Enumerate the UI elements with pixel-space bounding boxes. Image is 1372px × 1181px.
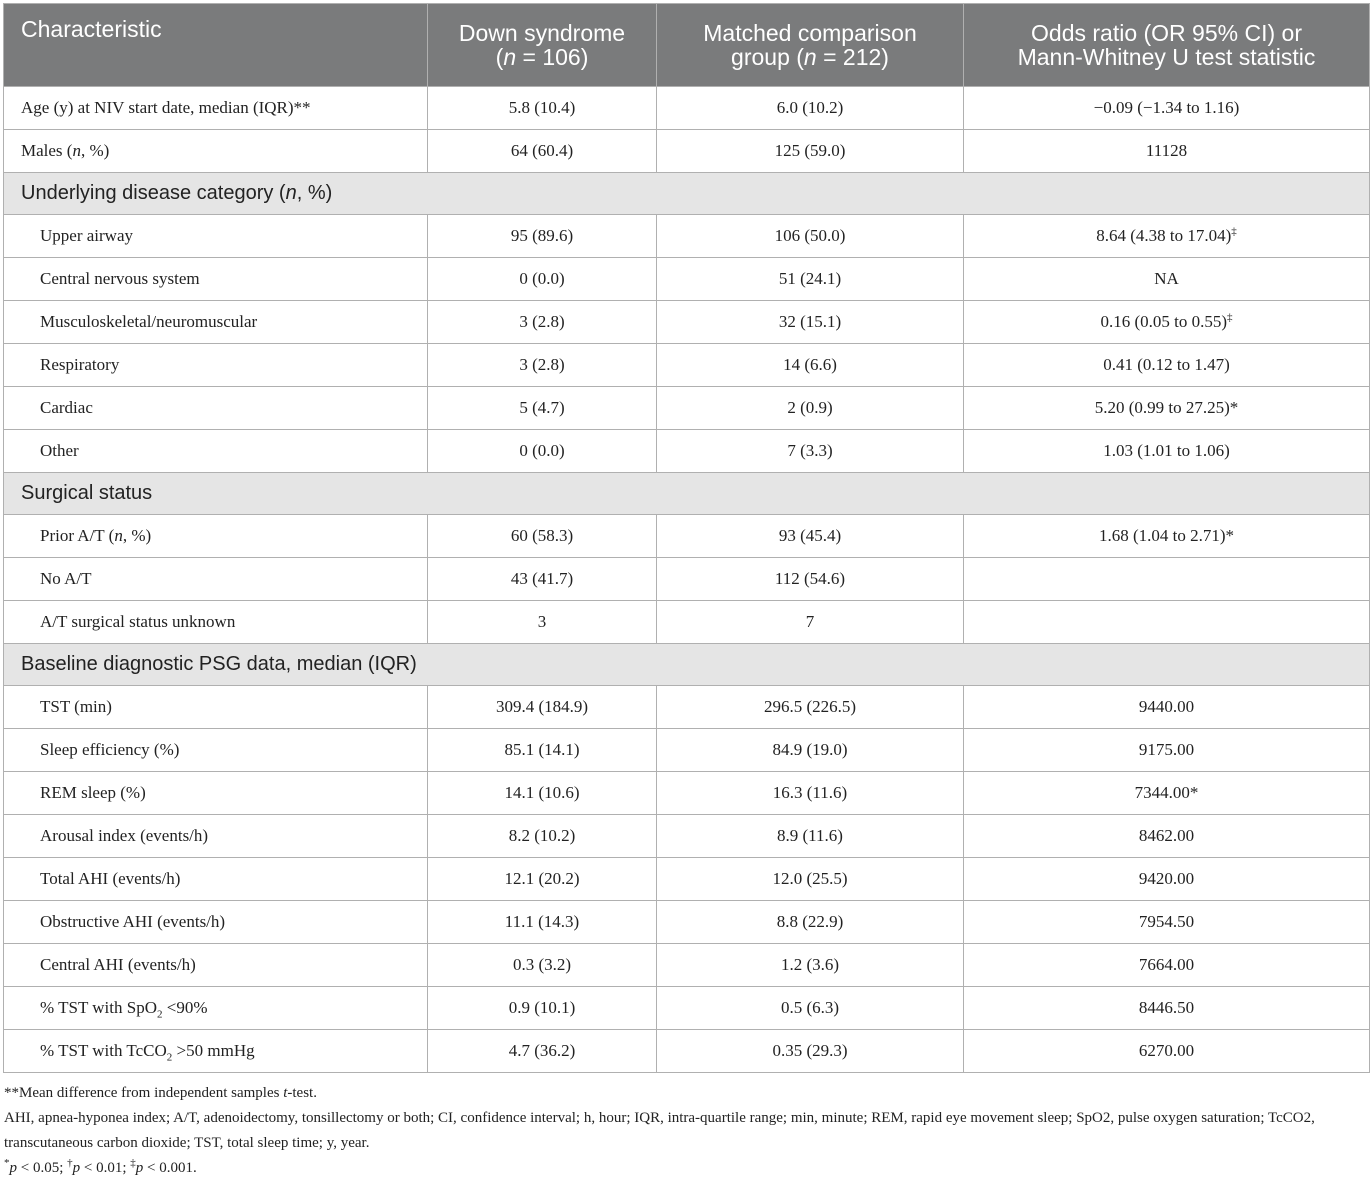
label-pre: Prior A/T (: [40, 526, 115, 545]
section-header-disease: [4, 173, 1370, 215]
cell-odds: 8462.00: [964, 815, 1370, 858]
cell-down-syndrome: 0 (0.0): [428, 430, 657, 473]
row-label: [4, 130, 428, 173]
odds-value: 0.41 (0.12 to 1.47): [1103, 355, 1230, 374]
table-row-disease: [4, 258, 1370, 301]
row-label: Musculoskeletal/neuromuscular: [4, 301, 428, 344]
cell-matched: 12.0 (25.5): [657, 858, 964, 901]
table-row-psg-tcco2: [4, 1030, 1370, 1073]
label-italic: n: [114, 526, 123, 545]
header-odds-line2: Mann-Whitney U test statistic: [1017, 44, 1316, 70]
header-down-syndrome: [428, 4, 657, 87]
row-label: Arousal index (events/h): [4, 815, 428, 858]
cell-down-syndrome: 309.4 (184.9): [428, 686, 657, 729]
table-row-psg: [4, 901, 1370, 944]
cell-odds: [964, 258, 1370, 301]
cell-odds: 9440.00: [964, 686, 1370, 729]
table-row-psg: [4, 815, 1370, 858]
row-label: REM sleep (%): [4, 772, 428, 815]
header-mc-n: n: [803, 44, 817, 70]
row-label: TST (min): [4, 686, 428, 729]
header-matched-line2: [657, 45, 963, 69]
footnote-abbreviations: AHI, apnea-hyponea index; A/T, adenoidectomy, tonsillectomy or both; CI, confidence interval; h, hour; IQR, intra-quartile range; min, minute; REM, rapid eye movement sleep; SpO2, pulse oxygen saturation; TcCO2, transcutaneous carbon dioxide; TST, total sleep time; y, year.: [4, 1110, 1315, 1151]
cell-odds: 7664.00: [964, 944, 1370, 987]
label-subscript: 2: [156, 1008, 163, 1021]
header-mc-pre: group (: [731, 44, 804, 70]
cell-down-syndrome: 0 (0.0): [428, 258, 657, 301]
odds-value: 1.03 (1.01 to 1.06): [1103, 441, 1230, 460]
label-pre: Males (: [21, 141, 73, 160]
cell-down-syndrome: 4.7 (36.2): [428, 1030, 657, 1073]
header-ds-n: n: [503, 44, 517, 70]
sig-p: p: [9, 1160, 17, 1176]
cell-odds: [964, 430, 1370, 473]
row-label: Obstructive AHI (events/h): [4, 901, 428, 944]
row-label: No A/T: [4, 558, 428, 601]
header-ds-post: = 106): [516, 44, 589, 70]
section-pre: Underlying disease category (: [21, 182, 286, 204]
cell-down-syndrome: 3 (2.8): [428, 301, 657, 344]
section-title: [4, 173, 1370, 215]
cell-matched: 112 (54.6): [657, 558, 964, 601]
row-label: Total AHI (events/h): [4, 858, 428, 901]
cell-matched: 8.9 (11.6): [657, 815, 964, 858]
cell-odds: 7954.50: [964, 901, 1370, 944]
cell-down-syndrome: 0.9 (10.1): [428, 987, 657, 1030]
header-down-syndrome-line2: [428, 45, 656, 69]
table-row-psg: [4, 944, 1370, 987]
sig-p: p: [135, 1160, 144, 1176]
section-post: , %): [296, 182, 333, 204]
label-post: , %): [122, 526, 152, 545]
cell-down-syndrome: 14.1 (10.6): [428, 772, 657, 815]
row-label: Other: [4, 430, 428, 473]
label-subscript: 2: [166, 1051, 173, 1064]
sig-value: < 0.01;: [80, 1160, 131, 1176]
footnote-mean-italic: t: [283, 1085, 288, 1101]
cell-matched: 7 (3.3): [657, 430, 964, 473]
cell-odds: 7344.00*: [964, 772, 1370, 815]
cell-matched: 106 (50.0): [657, 215, 964, 258]
cell-matched: 0.35 (29.3): [657, 1030, 964, 1073]
section-title: Baseline diagnostic PSG data, median (IQR): [4, 644, 1370, 686]
cell-matched: 296.5 (226.5): [657, 686, 964, 729]
label-pre: % TST with TcCO: [40, 1041, 167, 1060]
row-label: A/T surgical status unknown: [4, 601, 428, 644]
footnote-mean-pre: **Mean difference from independent samples: [4, 1085, 284, 1101]
cell-odds: 9420.00: [964, 858, 1370, 901]
table-row-males: [4, 130, 1370, 173]
odds-value: 5.20 (0.99 to 27.25)*: [1094, 398, 1239, 417]
sig-symbol: †: [67, 1157, 73, 1169]
cell-matched: 32 (15.1): [657, 301, 964, 344]
cell-down-syndrome: 3: [428, 601, 657, 644]
header-odds-line1: Odds ratio (OR 95% CI) or: [1031, 20, 1302, 46]
cell-down-syndrome: 0.3 (3.2): [428, 944, 657, 987]
table-row-surgical: [4, 558, 1370, 601]
cell-odds: 1.68 (1.04 to 2.71)*: [964, 515, 1370, 558]
cell-odds: [964, 601, 1370, 644]
cell-matched: 1.2 (3.6): [657, 944, 964, 987]
cell-matched: 8.8 (22.9): [657, 901, 964, 944]
cell-down-syndrome: 5 (4.7): [428, 387, 657, 430]
label-italic: n: [72, 141, 81, 160]
cell-down-syndrome: 60 (58.3): [428, 515, 657, 558]
cell-down-syndrome: 43 (41.7): [428, 558, 657, 601]
row-label: [4, 1030, 428, 1073]
table-row-disease: [4, 344, 1370, 387]
header-row: [4, 4, 1370, 87]
cell-down-syndrome: 5.8 (10.4): [428, 87, 657, 130]
table-row-surgical: [4, 601, 1370, 644]
cell-odds: [964, 344, 1370, 387]
cell-matched: 14 (6.6): [657, 344, 964, 387]
table-row-disease: [4, 301, 1370, 344]
row-label: Central AHI (events/h): [4, 944, 428, 987]
label-post: >50 mmHg: [172, 1041, 255, 1060]
row-label: Cardiac: [4, 387, 428, 430]
sig-p: p: [72, 1160, 81, 1176]
header-matched-line1: Matched comparison: [703, 20, 917, 46]
cell-down-syndrome: 85.1 (14.1): [428, 729, 657, 772]
section-title: Surgical status: [4, 473, 1370, 515]
odds-value: 8.64 (4.38 to 17.04): [1096, 226, 1232, 245]
odds-value: 0.16 (0.05 to 0.55): [1100, 312, 1228, 331]
cell-odds: 6270.00: [964, 1030, 1370, 1073]
table-row-disease: [4, 430, 1370, 473]
table-row-psg-spo2: [4, 987, 1370, 1030]
cell-odds: [964, 387, 1370, 430]
header-matched-comparison: [657, 4, 964, 87]
cell-odds: 11128: [964, 130, 1370, 173]
row-label: Age (y) at NIV start date, median (IQR)**: [4, 87, 428, 130]
cell-matched: 51 (24.1): [657, 258, 964, 301]
table-row-psg: [4, 729, 1370, 772]
footnote-mean-difference: [4, 1081, 1369, 1106]
odds-value: NA: [1154, 269, 1179, 288]
cell-matched: 0.5 (6.3): [657, 987, 964, 1030]
cell-matched: 84.9 (19.0): [657, 729, 964, 772]
footnote-mean-post: -test.: [287, 1085, 317, 1101]
cell-down-syndrome: 11.1 (14.3): [428, 901, 657, 944]
cell-matched: 125 (59.0): [657, 130, 964, 173]
cell-odds: 8446.50: [964, 987, 1370, 1030]
row-label: Respiratory: [4, 344, 428, 387]
cell-odds: 9175.00: [964, 729, 1370, 772]
table-row-psg: [4, 772, 1370, 815]
row-label: Central nervous system: [4, 258, 428, 301]
row-label: Upper airway: [4, 215, 428, 258]
header-characteristic-text: Characteristic: [21, 16, 162, 42]
sig-symbol: *: [4, 1157, 10, 1169]
table-container: [3, 3, 1369, 1181]
table-footnotes: [3, 1081, 1369, 1181]
section-italic: n: [285, 182, 297, 204]
cell-down-syndrome: 3 (2.8): [428, 344, 657, 387]
cell-down-syndrome: 95 (89.6): [428, 215, 657, 258]
header-mc-post: = 212): [816, 44, 889, 70]
header-ds-pre: (: [495, 44, 504, 70]
significance-mark: ‡: [1227, 311, 1233, 324]
table-row-psg: [4, 686, 1370, 729]
footnote-significance: [4, 1156, 1369, 1181]
section-header-psg: [4, 644, 1370, 686]
cell-matched: 93 (45.4): [657, 515, 964, 558]
cell-down-syndrome: 12.1 (20.2): [428, 858, 657, 901]
row-label: [4, 987, 428, 1030]
row-label: [4, 515, 428, 558]
cell-odds: [964, 215, 1370, 258]
table-row-disease: [4, 215, 1370, 258]
label-post: <90%: [162, 998, 208, 1017]
cell-down-syndrome: 8.2 (10.2): [428, 815, 657, 858]
cell-matched: 6.0 (10.2): [657, 87, 964, 130]
cell-odds: [964, 558, 1370, 601]
section-header-surgical: [4, 473, 1370, 515]
sig-symbol: ‡: [130, 1157, 136, 1169]
cell-matched: 16.3 (11.6): [657, 772, 964, 815]
header-odds-ratio: [964, 4, 1370, 87]
table-row-disease: [4, 387, 1370, 430]
cell-odds: −0.09 (−1.34 to 1.16): [964, 87, 1370, 130]
cell-odds: [964, 301, 1370, 344]
cell-down-syndrome: 64 (60.4): [428, 130, 657, 173]
significance-mark: ‡: [1231, 225, 1237, 238]
sig-value: < 0.001.: [143, 1160, 197, 1176]
label-pre: % TST with SpO: [40, 998, 157, 1017]
cell-matched: 2 (0.9): [657, 387, 964, 430]
cell-matched: 7: [657, 601, 964, 644]
row-label: Sleep efficiency (%): [4, 729, 428, 772]
sig-value: < 0.05;: [17, 1160, 68, 1176]
label-post: , %): [80, 141, 110, 160]
header-characteristic: [4, 4, 428, 87]
table-row-psg: [4, 858, 1370, 901]
header-down-syndrome-line1: Down syndrome: [458, 20, 626, 46]
characteristics-table: [3, 3, 1370, 1073]
table-row-surgical: [4, 515, 1370, 558]
table-row-age: [4, 87, 1370, 130]
